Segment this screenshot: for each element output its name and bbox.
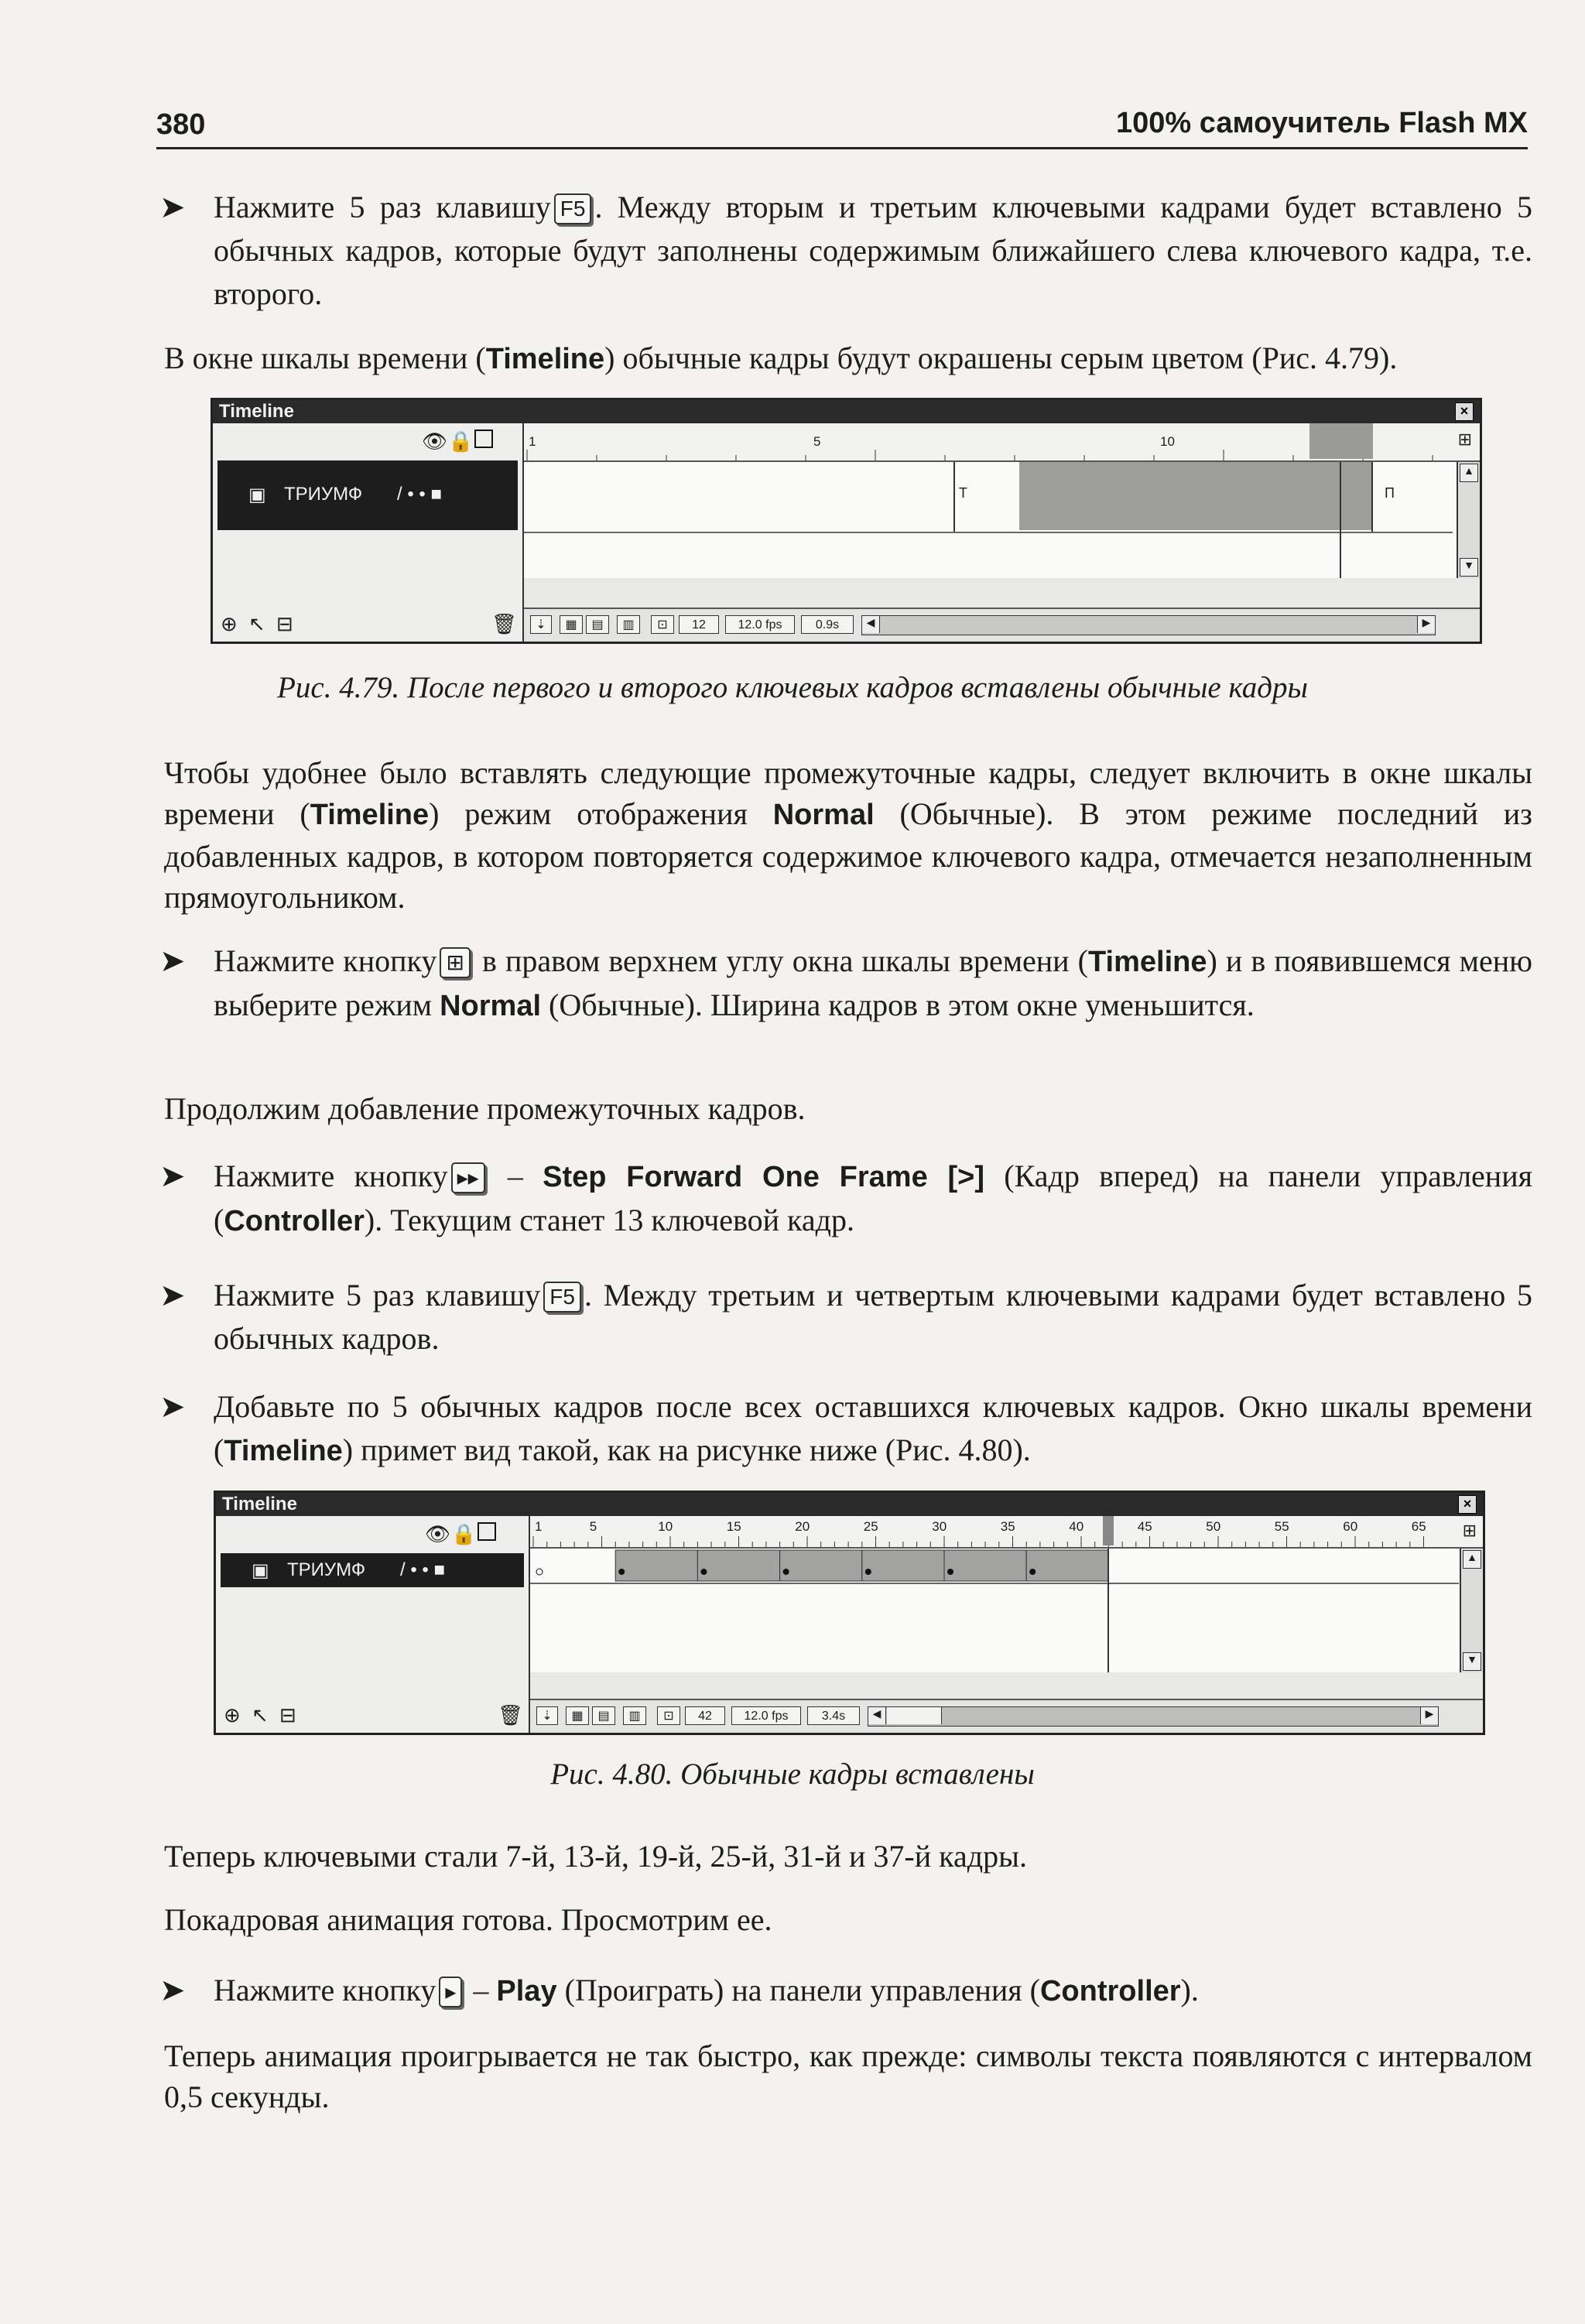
text: (Проиграть) на панели управления ( (556, 1973, 1040, 2007)
bold-term: Controller (1039, 1975, 1181, 2007)
text: ) режим отображения (429, 796, 773, 831)
elapsed-time: 3.4s (807, 1706, 860, 1725)
bullet-arrow-icon: ➤ (159, 1159, 186, 1193)
f5-key-icon: F5 (543, 1282, 581, 1313)
instruction-press-f5-1 (159, 186, 1532, 316)
layer-name: ТРИУМФ (287, 1559, 366, 1580)
bold-term: Play (496, 1975, 557, 2007)
frame-span (615, 1550, 697, 1581)
bullet-arrow-icon: ➤ (159, 190, 186, 224)
ruler-label: 20 (795, 1519, 810, 1534)
keyframe-dot (700, 1569, 707, 1575)
onion-skin-icon[interactable]: ▦ (560, 615, 583, 634)
text: . Между вторым и третьим ключевыми кадрами будет вставлено 5 обычных кадров, которые будут заполнены содержимым ближайшего слева ключевого кадра, т.е. второго. (214, 190, 1532, 311)
frame-span (780, 1550, 862, 1581)
trash-icon[interactable]: 🗑 (491, 612, 518, 635)
step-forward-icon: ▸▸ (451, 1162, 485, 1193)
ruler-label-1: 1 (529, 434, 536, 449)
text: В окне шкалы времени ( (164, 341, 486, 375)
regular-frames-gray (1019, 462, 1371, 530)
add-guide-icon[interactable]: ↖ (252, 1703, 269, 1727)
playhead-line (1107, 1549, 1109, 1672)
vertical-scrollbar[interactable] (1460, 1549, 1483, 1672)
center-frame-icon[interactable]: ⇣ (530, 615, 552, 634)
scroll-thumb[interactable] (887, 1707, 942, 1724)
text: ) обычные кадры будут окрашены серым цветом (Рис. 4.79). (604, 341, 1398, 375)
text: Чтобы удобнее было вставлять следующие промежуточные кадры, следует включить в окне шкалы времени ( (164, 755, 1532, 831)
ruler-label: 40 (1069, 1519, 1084, 1534)
lock-icon[interactable]: 🔒 (448, 430, 474, 453)
text: ) и в появившемся меню выберите режим (214, 943, 1533, 1022)
bold-term: Controller (224, 1205, 365, 1237)
vertical-scrollbar[interactable] (1457, 462, 1480, 578)
bold-term: Normal (772, 799, 875, 831)
edit-multiple-icon[interactable]: ▥ (617, 615, 640, 634)
add-guide-icon[interactable]: ↖ (248, 612, 265, 635)
paragraph-timeline-gray (164, 337, 1532, 380)
ruler-label: 5 (589, 1519, 597, 1534)
onion-outline-icon[interactable]: ▤ (592, 1706, 615, 1725)
frame-span (1026, 1550, 1108, 1581)
lock-icon[interactable]: 🔒 (451, 1522, 477, 1545)
ruler-label: 1 (535, 1519, 543, 1534)
frames-row[interactable] (524, 462, 1453, 533)
layer-marks: / • • ■ (397, 484, 442, 505)
bullet-arrow-icon: ➤ (159, 1389, 186, 1424)
scroll-down-icon[interactable]: ▼ (1463, 1652, 1481, 1671)
keyframe-divider (953, 462, 955, 532)
elapsed-time: 0.9s (801, 615, 854, 634)
layers-panel (216, 1516, 530, 1733)
instruction-step-forward (159, 1155, 1532, 1243)
figure-caption-479: Рис. 4.79. После первого и второго ключевых кадров вставлены обычные кадры (277, 671, 1308, 704)
scroll-up-icon[interactable]: ▲ (1460, 464, 1478, 482)
keyframe-dot (1029, 1569, 1036, 1575)
timeline-statusbar (530, 1699, 1483, 1733)
onion-outline-icon[interactable]: ▤ (586, 615, 609, 634)
instruction-add-frames (159, 1385, 1532, 1473)
keyframe-divider (1371, 462, 1373, 532)
paragraph-animation-ready: Покадровая анимация готова. Просмотрим ее. (164, 1902, 772, 1937)
bold-term: Step Forward One Frame [>] (543, 1161, 985, 1193)
text: ). (1180, 1973, 1199, 2007)
layer-marks: / • • ■ (400, 1559, 445, 1580)
bullet-arrow-icon: ➤ (159, 943, 186, 978)
center-frame-icon[interactable]: ⇣ (536, 1706, 558, 1725)
bold-term: Normal (440, 990, 542, 1022)
ruler-label: 50 (1206, 1519, 1221, 1534)
header-rule (156, 147, 1528, 149)
text: Добавьте по 5 обычных кадров после всех оставшихся ключевых кадров. Окно шкалы времени ( (214, 1389, 1532, 1467)
frame-rate: 12.0 fps (731, 1706, 801, 1725)
text: (Обычные). В этом режиме последний из добавленных кадров, в котором повторяется содержимое ключевого кадра, отмечается незаполненным прямоугольником. (164, 796, 1532, 915)
layer-icon: ▣ (252, 1560, 269, 1581)
timeline-window-fig479 (211, 398, 1482, 644)
scroll-left-icon[interactable]: ◀ (868, 1707, 886, 1724)
instruction-menu-button (159, 940, 1532, 1028)
text: Нажмите 5 раз клавишу (214, 190, 551, 224)
timeline-titlebar (213, 400, 1480, 423)
frame-blocks-svg (530, 1549, 1118, 1583)
scroll-up-icon[interactable]: ▲ (1463, 1550, 1481, 1569)
f5-key-icon: F5 (554, 193, 592, 224)
current-frame: 12 (679, 615, 719, 634)
text: Нажмите кнопку (214, 1973, 436, 2007)
frame-ruler[interactable] (530, 1516, 1483, 1549)
timeline-statusbar (524, 608, 1480, 642)
text: Нажмите кнопку (214, 1159, 448, 1193)
paragraph-continue: Продолжим добавление промежуточных кадров. (164, 1091, 806, 1126)
frame-span (944, 1550, 1026, 1581)
frame-span (697, 1550, 779, 1581)
bullet-arrow-icon: ➤ (159, 1278, 186, 1313)
keyframe-dot (865, 1569, 871, 1575)
text: ). Текущим станет 13 ключевой кадр. (364, 1203, 854, 1237)
figure-caption-480: Рис. 4.80. Обычные кадры вставлены (550, 1758, 1035, 1791)
scroll-right-icon[interactable]: ▶ (1417, 616, 1435, 633)
timeline-title: Timeline (222, 1494, 297, 1515)
keyframe-dot (536, 1569, 543, 1575)
book-title: 100% самоучитель Flash MX (1116, 107, 1528, 139)
ruler-label: 15 (726, 1519, 741, 1534)
bold-term: Timeline (224, 1435, 343, 1467)
ruler-label: 45 (1137, 1519, 1152, 1534)
keyframe-dot (618, 1569, 625, 1575)
ruler-label: 55 (1274, 1519, 1289, 1534)
bullet-arrow-icon: ➤ (159, 1973, 186, 2007)
trash-icon[interactable]: 🗑 (498, 1703, 524, 1727)
playhead-marker[interactable] (1103, 1516, 1114, 1545)
frame-span (862, 1550, 944, 1581)
text: ) примет вид такой, как на рисунке ниже (Рис. 4.80). (342, 1432, 1031, 1467)
close-icon[interactable]: × (1458, 1495, 1477, 1514)
timeline-title: Timeline (219, 401, 294, 422)
onion-markers-icon[interactable]: ⊡ (657, 1706, 680, 1725)
text: – (488, 1159, 543, 1193)
bold-term: Timeline (310, 799, 430, 831)
layers-panel (213, 423, 524, 642)
paragraph-interval: Теперь анимация проигрывается не так быстро, как прежде: символы текста появляются с интервалом 0,5 секунды. (164, 2038, 1532, 2114)
bold-term: Timeline (485, 343, 605, 375)
add-folder-icon[interactable]: ⊟ (279, 1703, 296, 1727)
frames-area[interactable] (524, 462, 1480, 578)
current-frame: 42 (685, 1706, 725, 1725)
playhead-marker[interactable] (1309, 423, 1373, 459)
onion-skin-icon[interactable]: ▦ (566, 1706, 589, 1725)
text: Нажмите 5 раз клавишу (214, 1278, 541, 1313)
eye-icon[interactable]: 👁 (425, 1522, 451, 1545)
close-icon[interactable]: × (1455, 402, 1474, 421)
frames-row[interactable] (530, 1549, 1459, 1584)
ruler-label-5: 5 (813, 434, 821, 449)
scroll-right-icon[interactable]: ▶ (1420, 1707, 1438, 1724)
text: (Обычные). Ширина кадров в этом окне уменьшится. (541, 987, 1255, 1022)
outline-icon[interactable] (474, 430, 493, 448)
scroll-left-icon[interactable]: ◀ (862, 616, 880, 633)
timeline-menu-icon[interactable]: ⊞ (1457, 430, 1472, 449)
paragraph-keyframes: Теперь ключевыми стали 7-й, 13-й, 19-й, 25-й, 31-й и 37-й кадры. (164, 1839, 1027, 1874)
keyframe-marker: T (959, 485, 967, 501)
timeline-window-fig480 (214, 1491, 1485, 1735)
instruction-press-f5-2 (159, 1274, 1532, 1361)
frame-rate: 12.0 fps (725, 615, 795, 634)
page-number: 380 (156, 108, 206, 141)
layer-row-triumph[interactable] (217, 460, 518, 530)
frames-area[interactable] (530, 1549, 1483, 1672)
keyframe-dot (947, 1569, 953, 1575)
keyframe-marker: П (1385, 485, 1395, 501)
play-icon: ▸ (439, 1977, 462, 2007)
layer-name: ТРИУМФ (284, 484, 363, 505)
ruler-label: 60 (1343, 1519, 1358, 1534)
add-layer-icon[interactable]: ⊕ (224, 1703, 241, 1727)
ruler-label: 30 (932, 1519, 947, 1534)
ruler-label-10: 10 (1160, 434, 1175, 449)
ruler-label: 65 (1411, 1519, 1426, 1534)
horizontal-scrollbar[interactable] (861, 615, 1436, 635)
outline-icon[interactable] (478, 1522, 496, 1541)
frame-ruler[interactable] (524, 423, 1480, 462)
add-folder-icon[interactable]: ⊟ (276, 612, 293, 635)
text: (Кадр вперед) на панели управления ( (214, 1159, 1532, 1237)
paragraph-normal-mode (164, 752, 1532, 918)
timeline-titlebar (216, 1493, 1483, 1516)
bold-term: Timeline (1088, 946, 1207, 978)
text: в правом верхнем углу окна шкалы времени ( (473, 943, 1088, 978)
text: Нажмите кнопку (214, 943, 437, 978)
ruler-label: 10 (658, 1519, 673, 1534)
eye-icon[interactable]: 👁 (422, 430, 448, 453)
ruler-label: 25 (863, 1519, 878, 1534)
ruler-label: 35 (1000, 1519, 1015, 1534)
onion-markers-icon[interactable]: ⊡ (651, 615, 674, 634)
layer-icon: ▣ (248, 484, 266, 505)
layer-row-triumph[interactable] (221, 1553, 524, 1587)
edit-multiple-icon[interactable]: ▥ (623, 1706, 646, 1725)
text: – (465, 1973, 497, 2007)
scroll-down-icon[interactable]: ▼ (1460, 558, 1478, 577)
horizontal-scrollbar[interactable] (868, 1706, 1439, 1727)
instruction-play (159, 1969, 1532, 2013)
timeline-menu-icon[interactable]: ⊞ (1462, 1521, 1477, 1540)
keyframe-dot (783, 1569, 789, 1575)
text: . Между третьим и четвертым ключевыми кадрами будет вставлено 5 обычных кадров. (214, 1278, 1532, 1356)
timeline-menu-icon: ⊞ (440, 947, 470, 978)
add-layer-icon[interactable]: ⊕ (221, 612, 238, 635)
playhead-line (1340, 462, 1341, 578)
